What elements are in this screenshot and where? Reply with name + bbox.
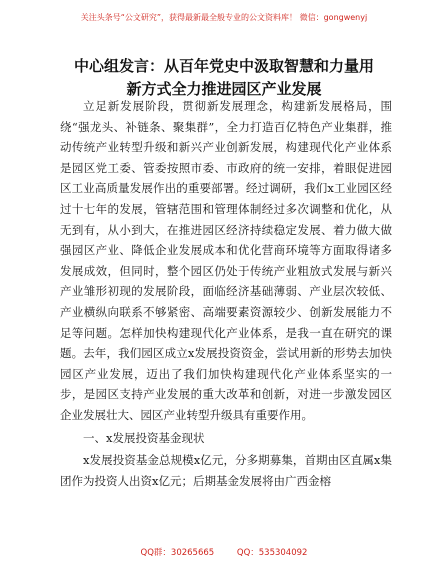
paragraph-2: x发展投资基金总规模x亿元，分多期募集，首期由区直属x集团作为投资人出资x亿元；后期基金发展将由广西金榕 xyxy=(60,453,392,488)
qq-contact-text: QQ：535304092 xyxy=(236,548,308,558)
qq-group-text: QQ群：30265665 xyxy=(140,548,215,558)
document-title xyxy=(40,55,408,101)
paragraph-1: 立足新发展阶段，贯彻新发展理念，构建新发展格局，围绕“强龙头、补链条、聚集群”，全力打造百亿特色产业集群，推动传统产业转型升级和新兴产业创新发展，构建现代化产业体系是园区党工委、管委按照市委、市政府的统一安排，着眼促进园区工业高质量发展作出的重要部署。经过调研，我们x工业园区经过十七年的发展，管辖范围和管理体制经过多次调整和优化，从无到有，从小到大，在推进园区经济持续稳定发展、着力做大做强园区产业、降低企业发展成本和优化营商环境等方面取得诸多发展成效，但同时，整个园区仍处于传统产业粗放式发展与新兴产业雏形初现的发展阶段，面临经济基础薄弱、产业层次较低、产业横纵向联系不够紧密、高端要素资源较少、创新发展能力不足等问题。怎样加快构建现代化产业体系，是我一直在研究的课题。去年，我们园区成立x发展投资资金，尝试用新的形势去加快园区产业发展，迈出了我们加快构建现代化产业体系坚实的一步，是园区支持产业发展的重大改革和创新，对进一步激发园区企业发展壮大、园区产业转型升级具有重要作用。 xyxy=(60,99,392,422)
promo-banner: 关注头条号“公文研究”，获得最新最全般专业的公文资料库！ 微信：gongwenyj xyxy=(80,13,368,22)
section-heading: 一、x发展投资基金现状 xyxy=(83,430,205,445)
document-body xyxy=(60,96,392,491)
title-line-1: 中心组发言：从百年党史中汲取智慧和力量用 xyxy=(73,57,374,75)
footer-contact xyxy=(0,546,448,558)
title-line-2: 新方式全力推进园区产业发展 xyxy=(126,80,322,98)
